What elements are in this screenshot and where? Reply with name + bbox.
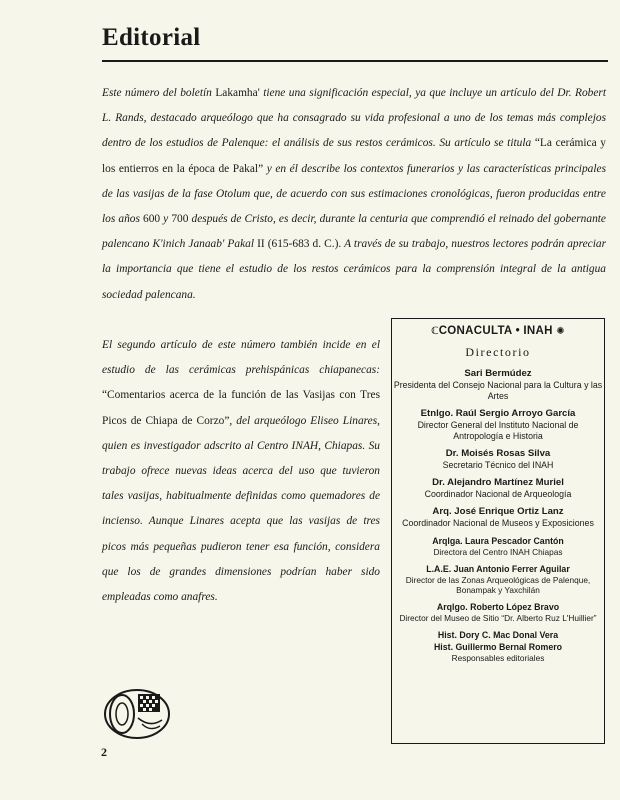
brand-text: CONACULTA • INAH: [438, 325, 553, 337]
directory-entry-role: Secretario Técnico del INAH: [442, 460, 554, 470]
directory-entry-role: Director del Museo de Sitio “Dr. Alberto Ruz L'Huillier”: [399, 613, 597, 623]
directory-entry-name: Arqlgo. Roberto López Bravo: [436, 602, 560, 612]
directory-entry-name: Dr. Alejandro Martínez Muriel: [432, 477, 564, 488]
editorial-paragraph-2: [102, 333, 380, 610]
directory-box: [391, 318, 605, 744]
directory-entry-name: L.A.E. Juan Antonio Ferrer Aguilar: [426, 564, 570, 574]
directory-entry: [392, 535, 604, 557]
directory-entry-name: Etnlgo. Raúl Sergio Arroyo García: [420, 408, 576, 419]
title-rule: [102, 60, 608, 62]
page-title: Editorial: [102, 24, 201, 51]
text-run: El segundo artículo de este número también incide en el estudio de las cerámicas prehispánicas chiapanecas:: [102, 339, 380, 377]
text-run: “La cerámica y los entierros en la época de Pakal”: [102, 137, 606, 175]
text-run: tiene una significación especial, ya que incluye un artículo del Dr. Robert L. Rands, destacado arqueólogo que ha consagrado su vida profesional a uno de los temas más complejos dentro de los estudios de Palenque: el análisis de sus restos cerámicos. Su artículo se titula: [102, 87, 606, 150]
page-number: 2: [101, 745, 107, 759]
directory-entry-name: Dr. Moisés Rosas Silva: [445, 448, 551, 459]
directory-entry-name: Hist. Dory C. Mac Donal Vera Hist. Guillermo Bernal Romero: [433, 630, 563, 652]
conaculta-glyph-icon: ℂ: [431, 326, 439, 337]
directory-entry-name: Arq. José Enrique Ortiz Lanz: [432, 506, 564, 517]
directory-entry: [392, 368, 604, 402]
text-run: II (615-683 d. C.).: [257, 238, 342, 251]
directory-entry: [392, 408, 604, 442]
directory-entry: [392, 506, 604, 529]
text-run: 600: [143, 213, 161, 226]
directory-entry: [392, 563, 604, 595]
inah-mark-icon: ✺: [556, 326, 565, 337]
conaculta-inah-logo: [392, 325, 604, 337]
directory-entry-name: Arqlga. Laura Pescador Cantón: [432, 536, 564, 546]
directory-heading: Directorio: [465, 345, 531, 359]
directory-entry-name: Sari Bermúdez: [464, 368, 532, 379]
text-run: A través de su trabajo, nuestros lectores podrán apreciar la importancia que tiene el estudio de los restos cerámicos para la comprensión integral de la antigua sociedad palencana.: [102, 238, 606, 301]
directory-entry-role: Director de las Zonas Arqueológicas de Palenque, Bonampak y Yaxchilán: [405, 575, 591, 595]
text-run: y en él describe los contextos funerarios y las características principales de las vasijas de la fase Otolum que, de acuerdo con sus estimaciones cronológicas, fueron producidas entre los años: [102, 162, 607, 226]
directory-entry: [392, 601, 604, 623]
text-run: Este número del boletín: [102, 87, 216, 99]
directory-entry-role: Responsables editoriales: [451, 653, 545, 663]
text-run: después de Cristo, es decir, durante la centuria que comprendió el reinado del gobernante palencano K'inich Janaab' Pakal: [102, 213, 606, 251]
text-run: , del arqueólogo Eliseo Linares, quien es investigador adscrito al Centro INAH, Chiapas. Su trabajo ofrece nuevas ideas acerca del uso que tuvieron tales vasijas, habitualmente definidas como quemadores de incienso. Aunque Linares acepta que las vasijas de tres picos más pequeñas pudieron tener esa función, considera que los de grandes dimensiones podrían haber sido empleadas como anafres.: [102, 414, 380, 604]
text-run: “Comentarios acerca de la función de las Vasijas con Tres Picos de Chiapa de Corzo”: [102, 389, 380, 427]
directory-entry-role: Directora del Centro INAH Chiapas: [433, 547, 563, 557]
directory-list: [392, 368, 604, 663]
text-run: Lakamha': [215, 87, 260, 99]
directory-entry: [392, 629, 604, 663]
directory-entry-role: Coordinador Nacional de Museos y Exposiciones: [402, 518, 594, 528]
directory-entry: [392, 477, 604, 500]
directory-entry-role: Presidenta del Consejo Nacional para la Cultura y las Artes: [393, 380, 603, 401]
text-run: 700: [171, 213, 189, 226]
text-run: y: [160, 213, 172, 226]
lakamha-logo-icon: [102, 684, 172, 740]
editorial-paragraph-1: [102, 81, 606, 308]
directory-entry-role: Coordinador Nacional de Arqueología: [424, 489, 572, 499]
directory-entry: [392, 448, 604, 471]
directory-entry-role: Director General del Instituto Nacional de Antropología e Historia: [417, 420, 579, 441]
